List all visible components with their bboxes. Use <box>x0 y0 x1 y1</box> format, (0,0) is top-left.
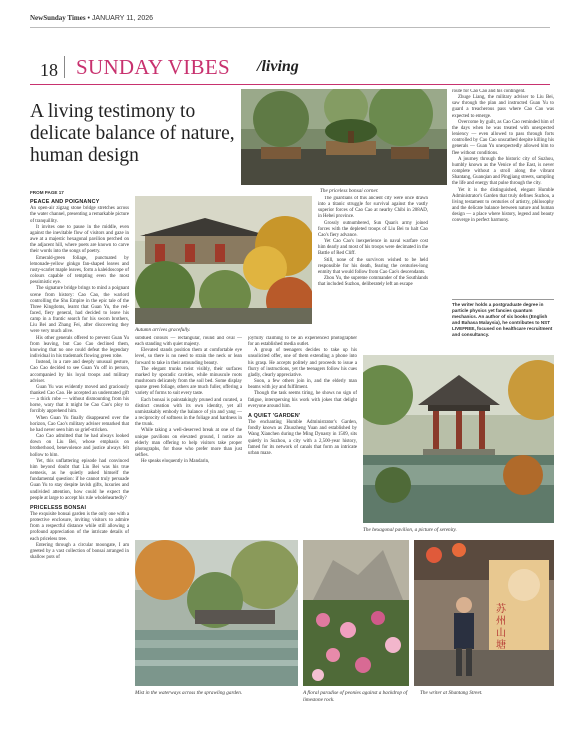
section-subtitle: /living <box>257 58 299 75</box>
paragraph: The elegant trunks twist visibly, their surfaces marked by sporadic cavities, while minuscule roots mushroom delicately from the soil bed. Some display sparse green foliage, others are much fuller, offering a variety of forms to suit every taste. <box>135 366 242 397</box>
column-3-bottom <box>248 336 357 536</box>
photo-bonsai <box>241 89 447 185</box>
paragraph: It invites one to pause in the middle, even against the inevitable flow of visitors and gaze in awe at a majestic hexagonal pavilion perched on the adjacent hill, where poets are known to carve their words into the songs of poetry. <box>30 224 129 255</box>
masthead-brand: NewSunday Times <box>30 14 86 22</box>
paragraph: Guan Yu was evidently moved and graciously thanked Cao Cao. He accepted an understated gift — a thick robe — without dismounting from his horse, wary that it might be Cao Cao's ploy to forcibly apprehend him. <box>30 384 129 415</box>
paragraph: Zhou Yu, the supreme commander of the Southlands that included Suzhou, deliberately left an escape <box>318 276 428 288</box>
paragraph: Yet Cao Cao's inexperience in naval warfare cost him dearly and most of his troops were decimated in the Battle of Red Cliff. <box>318 239 428 257</box>
writer-image <box>414 540 554 686</box>
photo-waterways <box>135 540 298 686</box>
subhead-priceless-bonsai: PRICELESS BONSAI <box>30 504 87 511</box>
caption-autumn: Autumn arrives gracefully. <box>135 327 191 333</box>
paragraph: His other generals offered to prevent Guan Yu from leaving, but Cao Cao declined them, knowing that no one could defeat the legendary individual in his trademark flowing green robe. <box>30 335 129 360</box>
paragraph: route for Cao Cao and his contingent. <box>452 89 526 94</box>
paragraph: Yet it is the distinguished, elegant Humble Administrator's Garden that truly defines Suzhou, a living testament to centuries of artistry, philosophy and the delicate balance between nature and human design — a place where history, legend and beauty converge in perfect harmony. <box>452 187 554 224</box>
headline: A living testimony to delicate balance of nature, human design <box>30 101 235 166</box>
paragraph: Overcome by guilt, as Cao Cao reminded him of the days when he was treated with unexpected leniency — even allowed to pass through forts controlled by Cao Cao unscathed despite killing his generals — Guan Yu unexpectedly allowed him to flee without conditions. <box>452 119 554 156</box>
paragraph: Entering through a circular moongate, I am greeted by a vast collection of bonsai arranged in shallow pots of <box>30 542 129 561</box>
column-2 <box>135 336 242 536</box>
caption-peonies: A floral paradise of peonies against a backdrop of limestone rock. <box>303 690 408 703</box>
section-rule <box>30 84 550 85</box>
paragraph: Each bonsai is painstakingly pruned and curated, a distinct creation with its own identity, yet all unmistakably embody the balance of yin and yang — a reciprocity of softness in the foliage and hardness in the trunk. <box>135 397 242 428</box>
masthead <box>30 14 153 22</box>
section-divider <box>64 56 65 78</box>
peonies-image <box>303 540 409 686</box>
paragraph: Instead, in a rare and deeply unusual gesture, Cao Cao decided to see Guan Yu off in person, accompanied by his loyal troops and military adviser. <box>30 360 129 384</box>
masthead-date: • JANUARY 11, 2026 <box>85 15 153 22</box>
paragraph: Grossly outnumbered, Sun Quan's army joined forces with the depleted troops of Liu Bei to halt Cao Cao's fiery advance. <box>318 220 428 238</box>
subhead-a-quiet-garden: A QUIET 'GARDEN' <box>248 412 301 419</box>
paragraph: Emerald-green foliage, punctuated by lemonade-yellow ginkgo fan-shaped leaves and rusty-scarlet maple leaves, form a kaleidoscope of colours capable of tempting even the most pessimistic eye. <box>30 255 129 286</box>
paragraph: When Guan Yu finally disappeared over the horizon, Cao Cao's military adviser remarked that he had never seen him so grief-stricken. <box>30 415 129 433</box>
paragraph: The exquisite bonsai garden is the only one with a protective enclosure, inviting visitors to admire from a respectful distance while still allowing a profound appreciation of the intricate details of each priceless tree. <box>30 511 129 542</box>
caption-writer: The writer at Shantang Street. <box>420 690 483 696</box>
paragraph: The guardians of this ancient city were once drawn into a titanic struggle for survival against the vastly superior forces of Cao Cao at nearby Chibi in 208AD, in Hebei province. <box>318 196 428 220</box>
photo-peonies <box>303 540 409 686</box>
paragraph: The signature bridge brings to mind a poignant scene from history: Cao Cao, the warlord controlling the Shu Empire in the epic tale of the Three Kingdoms, learnt that Guan Yu, the red-faced, fiery general, had decided to leave his camp in a frantic search for his sworn brothers, Liu Bei and Zhang Fei, after discovering they were very much alive. <box>30 286 129 335</box>
caption-waterways: Mist in the waterways across the sprawling garden. <box>135 690 243 696</box>
from-page: FROM PAGE 17 <box>30 190 64 195</box>
paragraph: Still, none of the survivors wished to be held responsible for his death, fearing the centuries-long enmity that would follow from Cao Cao's descendants. <box>318 257 428 275</box>
paragraph: He speaks eloquently in Mandarin, <box>141 459 210 465</box>
paragraph: subdued colours — rectangular, round and oval — each standing with quiet majesty. <box>135 336 242 348</box>
column-3-top <box>318 196 428 351</box>
paragraph: Soon, a few others join in, and the elderly man beams with joy and fulfilment. <box>248 379 357 391</box>
page-number: 18 <box>40 60 58 80</box>
column-4 <box>452 89 554 297</box>
waterways-image <box>135 540 298 686</box>
photo-writer <box>414 540 554 686</box>
subhead-peace-and-poignancy: PEACE AND POIGNANCY <box>30 199 100 206</box>
section-title: SUNDAY VIBES <box>76 55 230 79</box>
paragraph: Elevated stands position them at comfortable eye level, so there is no need to strain the neck or lean forward to take in their astounding beauty. <box>135 348 242 366</box>
writer-bio: The writer holds a postgraduate degree in particle physics yet fancies quantum mechanics. An author of six books (English and Bahasa Malaysia), he contributes to NST LIVEFREE, focused on healthcare recruitment and consultancy. <box>452 302 553 337</box>
paragraph: While taking a well-deserved break at one of the unique pavilions on elevated ground, I notice an elderly man offering to help visitors take proper photographs, for those who prefer more than just selfies. <box>135 428 242 458</box>
autumn-image <box>135 196 312 324</box>
shop-sign: 苏州山塘 <box>496 604 506 651</box>
paragraph: Zhuge Liang, the military adviser to Liu Bei, saw through the plan and instructed Guan Yu to guard a treacherous pass where Cao Cao was expected to emerge. <box>452 95 554 119</box>
bonsai-image <box>241 89 447 185</box>
paragraph: An open-air zigzag stone bridge stretches across the water channel, presenting a remarkable picture of tranquillity. <box>30 206 129 224</box>
top-rule <box>30 27 550 28</box>
paragraph: The enchanting Humble Administrator's Garden, fondly known as Zhuozheng Yuan and established by Wang Xianchen during the Ming Dynasty in 1509, sits quietly in Suzhou, a city with a 2,500-year history, famed for its network of canals that form an intricate urban maze. <box>248 420 357 456</box>
caption-bonsai: The priceless bonsai corner. <box>320 188 379 194</box>
column-1 <box>30 190 129 733</box>
paragraph: Though the task seems tiring, he shows no sign of fatigue, interspersing his work with jokes that delight everyone around him. <box>248 391 357 409</box>
paragraph: A group of teenagers decides to take up his unsolicited offer, one of them extending a phone into his grasp. He accepts politely and proceeds to issue a flurry of instructions, yet the teenagers follow his cues gladly, clearly appreciative. <box>248 348 357 378</box>
paragraph: joyfully claiming to be an experienced photographer for an established media outlet. <box>248 336 357 348</box>
bio-rule <box>452 299 554 300</box>
paragraph: A journey through the historic city of Suzhou, humbly known as the Venice of the East, is never complete without a stroll along the vibrant Shantang, Guanqian and Pingjiang streets, sampling the life and energy that pulse through the city. <box>452 156 554 187</box>
caption-pavilion: The hexagonal pavilion, a picture of serenity. <box>363 527 457 533</box>
paragraph: Yet, this unflattering episode had convinced him beyond doubt that Liu Bei was his true nemesis, as he quietly asked himself the fundamental question: if he cannot truly persuade Guan Yu to stay despite lavish gifts, luxuries and undivided attention, how could he expect the people at large to accept his rule wholeheartedly? <box>30 458 129 501</box>
pavilion-image <box>363 355 554 523</box>
paragraph: Cao Cao admitted that he had always looked down on Liu Bei, whose emphasis on brotherhood, benevolence and justice always felt hollow to him. <box>30 434 129 458</box>
photo-autumn <box>135 196 312 324</box>
photo-pavilion <box>363 355 554 523</box>
